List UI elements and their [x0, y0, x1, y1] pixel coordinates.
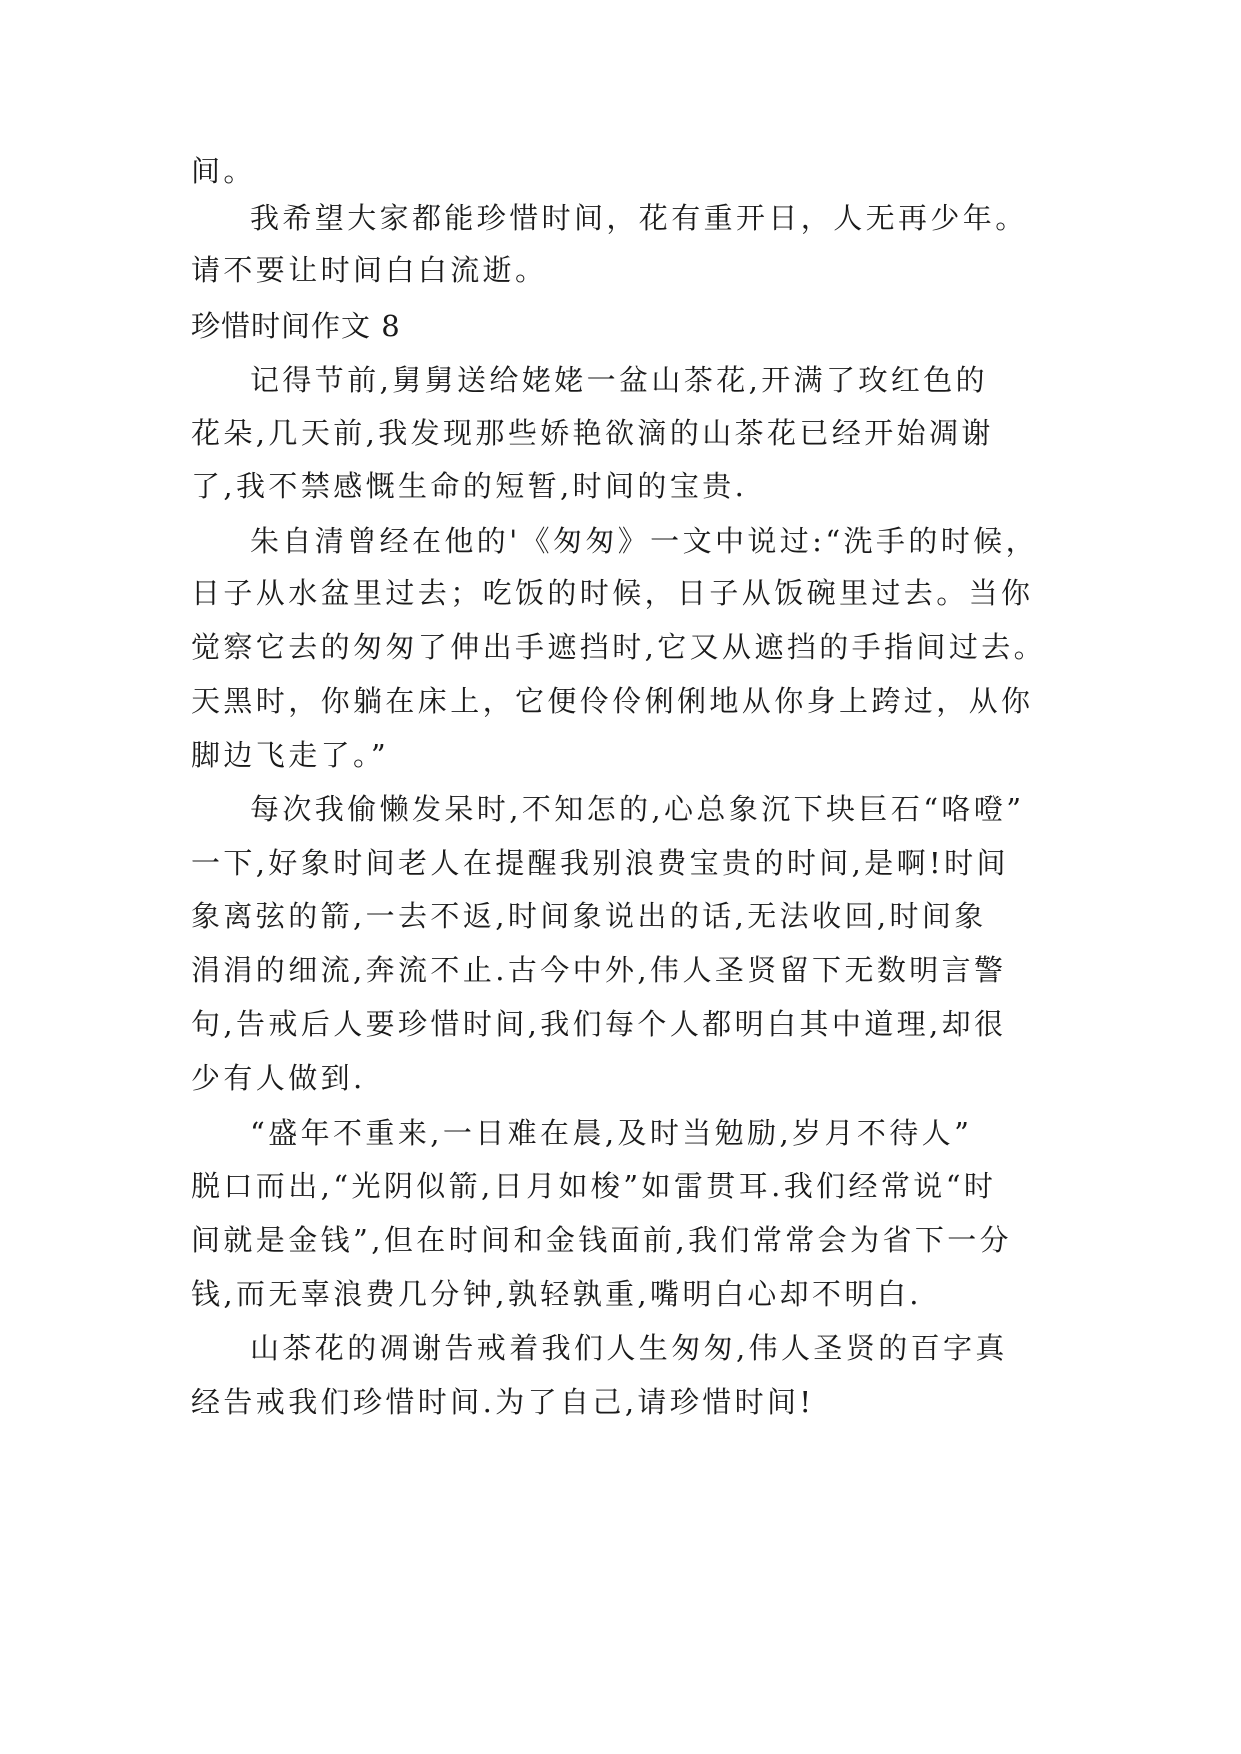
- text-line: 脚边飞走了。”: [191, 738, 390, 772]
- text-line: 日子从水盆里过去；吃饭的时候，日子从饭碗里过去。当你: [191, 576, 1034, 610]
- text-line: 间就是金钱”,但在时间和金钱面前,我们常常会为省下一分: [191, 1223, 1013, 1257]
- text-line: 天黑时，你躺在床上，它便伶伶俐俐地从你身上跨过，从你: [191, 684, 1034, 718]
- paragraph-start: 我希望大家都能珍惜时间，花有重开日，人无再少年。: [250, 201, 1028, 235]
- paragraph-start: 朱自清曾经在他的'《匆匆》一文中说过:“洗手的时候，: [250, 524, 1038, 558]
- section-title: 珍惜时间作文 8: [191, 309, 401, 343]
- text-line: 间。: [191, 154, 256, 188]
- text-line: 涓涓的细流,奔流不止.古今中外,伟人圣贤留下无数明言警: [191, 953, 1007, 987]
- paragraph-start: “盛年不重来,一日难在晨,及时当勉励,岁月不待人”: [250, 1116, 973, 1150]
- text-line: 句,告戒后人要珍惜时间,我们每个人都明白其中道理,却很: [191, 1007, 1007, 1041]
- text-line: 了,我不禁感慨生命的短暂,时间的宝贵.: [191, 469, 748, 503]
- paragraph-start: 每次我偷懒发呆时,不知怎的,心总象沉下块巨石“咯噔”: [250, 792, 1025, 826]
- text-line: 经告戒我们珍惜时间.为了自己,请珍惜时间!: [191, 1385, 815, 1419]
- text-line: 象离弦的箭,一去不返,时间象说出的话,无法收回,时间象: [191, 899, 987, 933]
- text-line: 脱口而出,“光阴似箭,日月如梭”如雷贯耳.我们经常说“时: [191, 1169, 997, 1203]
- text-line: 花朵,几天前,我发现那些娇艳欲滴的山茶花已经开始凋谢: [191, 416, 994, 450]
- text-line: 一下,好象时间老人在提醒我别浪费宝贵的时间,是啊!时间: [191, 846, 1009, 880]
- paragraph-start: 记得节前,舅舅送给姥姥一盆山茶花,开满了玫红色的: [250, 363, 989, 397]
- text-line: 少有人做到.: [191, 1061, 366, 1095]
- text-line: 觉察它去的匆匆了伸出手遮挡时,它又从遮挡的手指间过去。: [191, 630, 1047, 664]
- text-line: 请不要让时间白白流逝。: [191, 253, 548, 287]
- paragraph-start: 山茶花的凋谢告戒着我们人生匆匆,伟人圣贤的百字真: [250, 1331, 1008, 1365]
- text-line: 钱,而无辜浪费几分钟,孰轻孰重,嘴明白心却不明白.: [191, 1277, 922, 1311]
